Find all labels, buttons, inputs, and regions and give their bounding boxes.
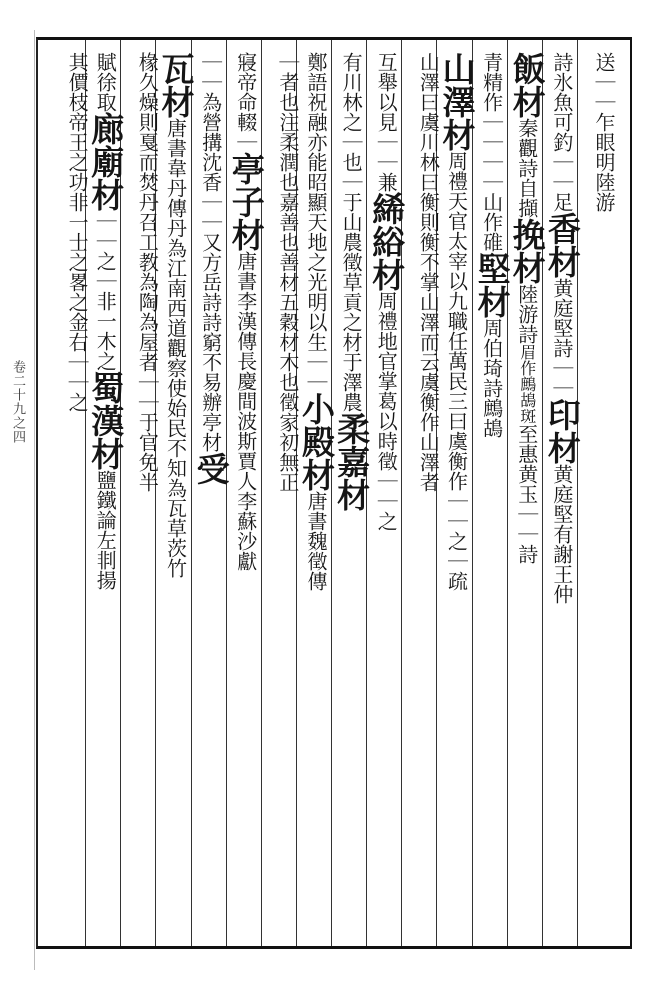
- entry-text: 青精作｜｜: [479, 52, 504, 152]
- entry-text: 黄庭堅有謝王仲: [549, 464, 574, 604]
- entry-text: 其價: [65, 52, 90, 92]
- entry-text: ｜｜山作碓: [479, 152, 504, 252]
- text-column: [405, 52, 441, 492]
- entry-text: 鹽鐵論左剕揚: [93, 470, 118, 590]
- entry-text: 有川林之｜也: [339, 52, 364, 172]
- page-gutter: [0, 30, 35, 970]
- entry-text: 周伯琦詩鷓鴣: [479, 318, 504, 438]
- text-column: [542, 52, 582, 604]
- entry-heading: 飯材: [507, 52, 547, 118]
- text-column: [297, 52, 336, 591]
- entry-text: 秦觀詩自擷: [514, 118, 539, 218]
- text-column: [265, 52, 298, 492]
- entry-heading: 絺綌材: [367, 192, 407, 291]
- entry-heading: 挽材: [507, 218, 547, 284]
- text-column: [226, 52, 266, 571]
- entry-text: 又方岳詩詩窮不易辦亭材: [198, 232, 223, 452]
- entry-text: 山澤曰虞川林曰衡則衡不掌山澤而云虞衡作山澤者: [416, 52, 441, 492]
- text-column: [54, 52, 90, 412]
- entry-text: 詩氷魚可釣｜｜足: [549, 52, 574, 212]
- entry-heading: 堅材: [472, 252, 512, 318]
- entry-heading: 廊廟材: [86, 112, 126, 211]
- entry-text: 唐書韋丹傳丹為江南西道觀察使始民不知為瓦草茨竹: [163, 118, 188, 578]
- text-column: [472, 52, 512, 438]
- entry-text: 陸游詩: [514, 284, 539, 344]
- entry-text: ｜｜為營搆: [198, 52, 223, 152]
- entry-text: 唐書魏徵傳: [304, 491, 328, 591]
- entry-text: 唐書李漢傳長慶間波斯賈人李蘇沙獻: [233, 251, 258, 571]
- entry-heading: 亭子材: [226, 152, 266, 251]
- entry-text: 椽久燥則戛而焚丹召工教為陶為屋者｜｜于官免半: [135, 52, 160, 492]
- text-column: [191, 52, 231, 485]
- text-column: [367, 52, 407, 531]
- text-column: [437, 52, 477, 591]
- entry-heading: 山澤材: [437, 52, 477, 151]
- entry-text: 寢帝命輟｜: [233, 52, 258, 152]
- entry-text: 賦徐取: [93, 52, 118, 112]
- entry-text: 互舉以見｜｜兼: [374, 52, 399, 192]
- entry-text: 黄庭堅詩｜｜: [549, 278, 574, 398]
- text-column: [332, 52, 372, 511]
- entry-heading: 柔嘉材: [332, 412, 372, 511]
- entry-heading: 蜀漢材: [86, 371, 126, 470]
- entry-text: 送｜｜乍眼明陸游: [592, 52, 616, 212]
- entry-heading: 小殿材: [297, 392, 336, 491]
- entry-text: 徵家初無正: [275, 392, 300, 492]
- entry-text: 鄭語祝融亦能昭顯天地之光明以生｜｜: [304, 52, 328, 392]
- entry-heading: 瓦材: [156, 52, 196, 118]
- entry-text: ｜者也注柔潤也嘉善也善材五穀材木也: [275, 52, 300, 392]
- entry-text: ｜｜之｜非一木之: [93, 211, 118, 371]
- entry-text: 之金右｜｜之: [65, 292, 90, 412]
- entry-heading: 印材: [542, 398, 582, 464]
- text-column: [507, 52, 547, 564]
- entry-heading: 受: [191, 452, 231, 485]
- text-column: [124, 52, 160, 492]
- text-column: [156, 52, 196, 578]
- entry-text: 眉作鷓鴣斑: [517, 344, 537, 424]
- entry-text: 枝帝王之功非一士之畧: [65, 92, 90, 292]
- entry-heading: 香材: [542, 212, 582, 278]
- text-column: [86, 52, 126, 590]
- entry-text: ｜于山農徵草貢之材于澤農: [339, 172, 364, 412]
- entry-text: 沈香｜｜: [198, 152, 223, 232]
- text-column: [581, 52, 614, 212]
- margin-label: 卷二十九之四: [10, 360, 25, 444]
- entry-text: 周禮地官掌葛以時徵｜｜之: [374, 291, 399, 531]
- entry-text: 至惠黄玉｜｜詩: [514, 424, 539, 564]
- entry-text: 周禮天官太宰以九職任萬民三曰虞衡作｜｜之｜疏: [444, 151, 469, 591]
